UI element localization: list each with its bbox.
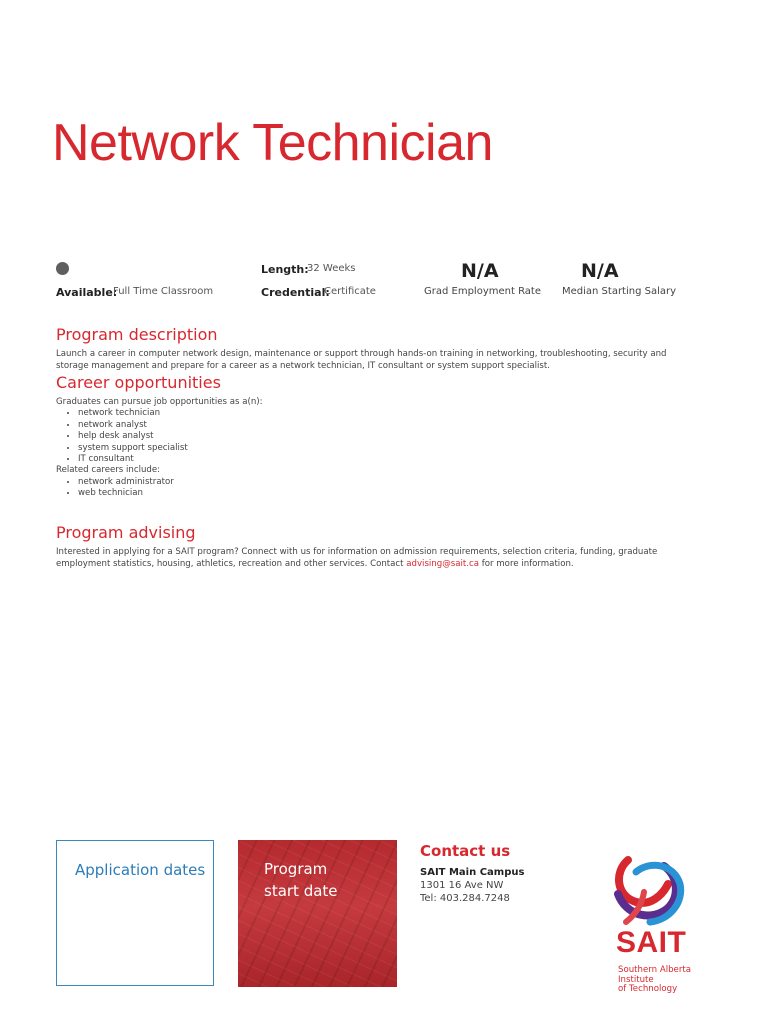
brand-line3: of Technology <box>618 984 678 995</box>
jobs-list <box>56 408 696 465</box>
brand-line2: Institute <box>618 974 654 985</box>
description-heading: Program description <box>56 325 218 344</box>
application-dates-label: Application dates <box>75 861 206 879</box>
careers-intro: Graduates can pursue job opportunities as a(n): <box>56 397 263 407</box>
credential-label: Credential: <box>261 286 330 299</box>
brand-line1: Southern Alberta <box>618 965 692 975</box>
related-intro: Related careers include: <box>56 465 161 476</box>
contact-heading: Contact us <box>420 842 511 860</box>
program-start-date-box <box>238 840 397 987</box>
start-date-line2: start date <box>264 882 338 900</box>
start-date-line1: Program <box>264 860 328 878</box>
salary-label: Median Starting Salary <box>562 286 677 297</box>
length-label: Length: <box>261 263 309 276</box>
available-label: Available: <box>56 286 118 299</box>
application-dates-box <box>56 840 214 986</box>
page-title: Network Technician <box>52 114 493 172</box>
careers-section <box>56 397 696 500</box>
list-item: • network technician <box>78 408 696 419</box>
brand-name: SAIT <box>616 926 687 959</box>
description-text: Launch a career in computer network design, maintenance or support through hands-on training in networking, troubleshooting, security and storage management and prepare for a career as a network technician, IT consultant or system support specialist. <box>56 349 667 371</box>
campus-phone: Tel: 403.284.7248 <box>420 893 510 904</box>
list-item: • web technician <box>78 488 696 499</box>
sait-logo-icon <box>606 850 690 934</box>
salary-value: N/A <box>581 260 619 282</box>
list-item: • IT consultant <box>78 454 696 465</box>
campus-name: SAIT Main Campus <box>420 867 525 878</box>
campus-address: 1301 16 Ave NW <box>420 880 504 891</box>
advising-text-before: Interested in applying for a SAIT program? Connect with us for information on admission requirements, selection criteria, funding, graduate employment statistics, housing, athletics, recreation and other services. Contact <box>56 547 658 569</box>
brand-subtitle <box>618 966 708 995</box>
related-list <box>56 477 696 500</box>
list-item: • system support specialist <box>78 443 696 454</box>
list-item: • network administrator <box>78 477 696 488</box>
careers-heading: Career opportunities <box>56 373 221 392</box>
list-item: • help desk analyst <box>78 431 696 442</box>
grad-employment-value: N/A <box>461 260 499 282</box>
status-dot-icon <box>56 262 69 275</box>
advising-text-after: for more information. <box>479 558 574 569</box>
credential-value: Certificate <box>324 286 376 297</box>
available-value: Full Time Classroom <box>113 286 214 297</box>
length-value: 32 Weeks <box>307 263 356 274</box>
grad-employment-label: Grad Employment Rate <box>424 286 541 297</box>
list-item: • network analyst <box>78 420 696 431</box>
advising-text <box>56 547 686 570</box>
advising-heading: Program advising <box>56 523 196 542</box>
advising-email-link[interactable]: advising@sait.ca <box>406 558 480 569</box>
